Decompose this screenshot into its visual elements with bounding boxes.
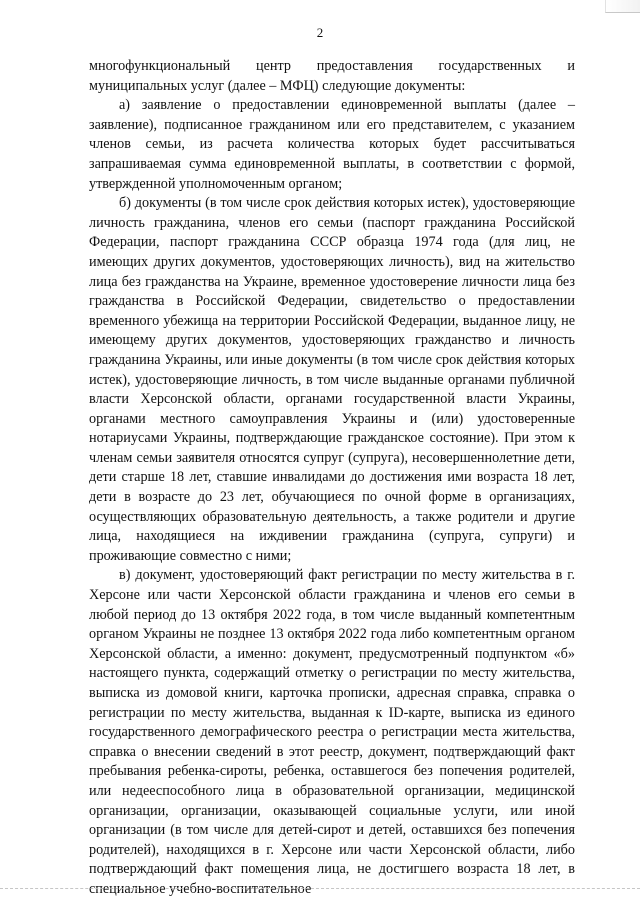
paragraph-item-v: в) документ, удостоверяющий факт регистрации по месту жительства в г. Херсоне или части Херсонской области гражданина и членов его семьи в любой период до 13 октября 2022 года, в том числе выданный компетентным органом Украины не позднее 13 октября 2022 года либо компетентным органом Херсонской области, а именно: документ, предусмотренный подпунктом «б» настоящего пункта, содержащий отметку о регистрации по месту жительства, выписка из домовой книги, карточка прописки, адресная справка, справка о регистрации по месту жительства, выданная к ID-карте, выписка из единого государственного демографического реестра о регистрации места жительства, справка о внесении сведений в этот реестр, документ, подтверждающий факт пребывания ребенка-сироты, ребенка, оставшегося без попечения родителей, или недееспособного лица в образовательной организации, медицинской организации, организации, оказывающей социальные услуги, или иной организации (в том числе для детей-сирот и детей, оставшихся без попечения родителей), находящихся в г. Херсоне или части Херсонской области, либо подтверждающий факт помещения лица, не достигшего возраста 18 лет, в специальное учебно-воспитательное — [89, 567, 575, 897]
scan-corner-mark — [605, 0, 640, 13]
paragraph-item-b: б) документы (в том числе срок действия которых истек), удостоверяющие личность гражданина, членов его семьи (паспорт гражданина Российской Федерации, паспорт гражданина СССР образца 1974 года (для лиц, не имеющих других документов, удостоверяющих личность), вид на жительство лица без гражданства на Украине, временное удостоверение личности лица без гражданства в Российской Федерации, свидетельство о предоставлении временного убежища на территории Российской Федерации, выданное лицу, не имеющему других документов, удостоверяющих гражданство и личность гражданина Украины, или иные документы (в том числе срок действия которых истек), удостоверяющие личность, в том числе выданные органами публичной власти Херсонской области, органами государственной власти Украины, органами местного самоуправления Украины и (или) удостоверенные нотариусами Украины, подтверждающие гражданское состояние). При этом к членам семьи заявителя относятся супруг (супруга), несовершеннолетние дети, дети старше 18 лет, ставшие инвалидами до достижения ими возраста 18 лет, дети в возрасте до 23 лет, обучающиеся по очной форме в организациях, осуществляющих образовательную деятельность, а также родители и другие лица, находящиеся на иждивении гражданина (супруга, супруги) и проживающие совместно с ними; — [89, 195, 575, 564]
paragraph-item-a: а) заявление о предоставлении единовременной выплаты (далее – заявление), подписанное гражданином или его представителем, с указанием членов семьи, из расчета количества которых будет рассчитываться запрашиваемая сумма единовременной выплаты, в соответствии с формой, утвержденной уполномоченным органом; — [89, 97, 575, 192]
page-number: 2 — [316, 25, 324, 40]
scan-bottom-edge — [0, 888, 640, 890]
paragraph-continuation: многофункциональный центр предоставления государственных и муниципальных услуг (далее – МФЦ) следующие документы: — [89, 58, 575, 94]
document-body — [89, 57, 575, 900]
